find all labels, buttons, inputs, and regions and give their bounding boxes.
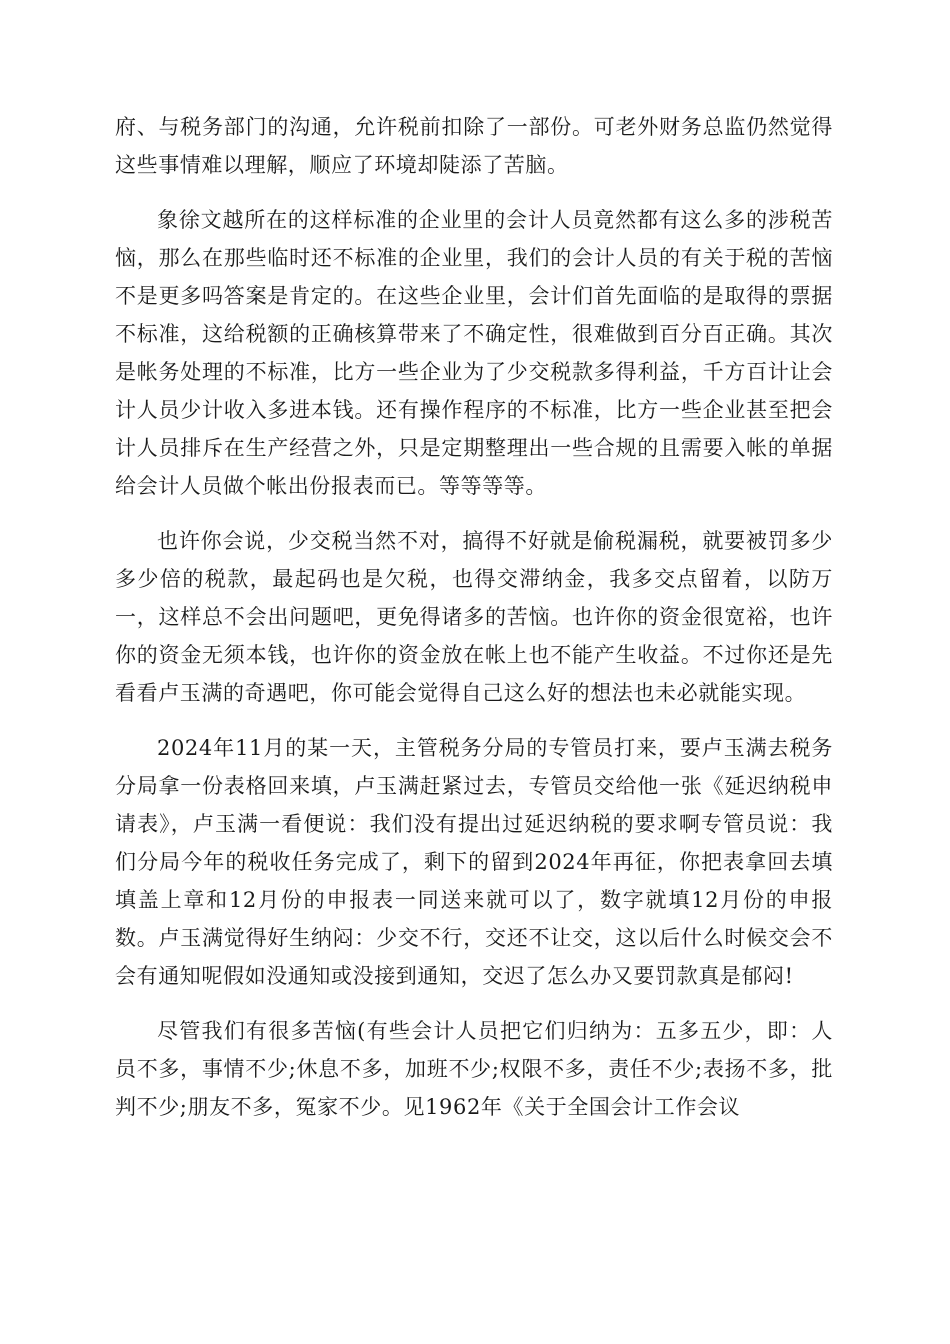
paragraph-2: 象徐文越所在的这样标准的企业里的会计人员竟然都有这么多的涉税苦恼，那么在那些临时还不标准的企业里，我们的会计人员的有关于税的苦恼不是更多吗答案是肯定的。在这些企业里，会计们首先面临的是取得的票据不标准，这给税额的正确核算带来了不确定性，很难做到百分百正确。其次是帐务处理的不标准，比方一些企业为了少交税款多得利益，千方百计让会计人员少计收入多进本钱。还有操作程序的不标准，比方一些企业甚至把会计人员排斥在生产经营之外，只是定期整理出一些合规的且需要入帐的单据给会计人员做个帐出份报表而已。等等等等。 <box>115 208 833 498</box>
paragraph-1: 府、与税务部门的沟通，允许税前扣除了一部份。可老外财务总监仍然觉得这些事情难以理解，顺应了环境却陡添了苦脑。 <box>115 115 833 177</box>
document-body <box>115 108 833 1143</box>
paragraph-5: 尽管我们有很多苦恼(有些会计人员把它们归纳为：五多五少，即：人员不多，事情不少;休息不多，加班不少;权限不多，责任不少;表扬不多，批判不少;朋友不多，冤家不少。见1962年《关于全国会计工作会议 <box>115 1019 833 1119</box>
paragraph-3: 也许你会说，少交税当然不对，搞得不好就是偷税漏税，就要被罚多少多少倍的税款，最起码也是欠税，也得交滞纳金，我多交点留着，以防万一，这样总不会出问题吧，更免得诸多的苦恼。也许你的资金很宽裕，也许你的资金无须本钱，也许你的资金放在帐上也不能产生收益。不过你还是先看看卢玉满的奇遇吧，你可能会觉得自己这么好的想法也未必就能实现。 <box>115 529 833 705</box>
paragraph-4: 2024年11月的某一天，主管税务分局的专管员打来，要卢玉满去税务分局拿一份表格回来填，卢玉满赶紧过去，专管员交给他一张《延迟纳税申请表》，卢玉满一看便说：我们没有提出过延迟纳税的要求啊专管员说：我们分局今年的税收任务完成了，剩下的留到2024年再征，你把表拿回去填填盖上章和12月份的申报表一同送来就可以了，数字就填12月份的申报数。卢玉满觉得好生纳闷：少交不行，交还不让交，这以后什么时候交会不会有通知呢假如没通知或没接到通知，交迟了怎么办又要罚款真是郁闷! <box>115 736 833 988</box>
